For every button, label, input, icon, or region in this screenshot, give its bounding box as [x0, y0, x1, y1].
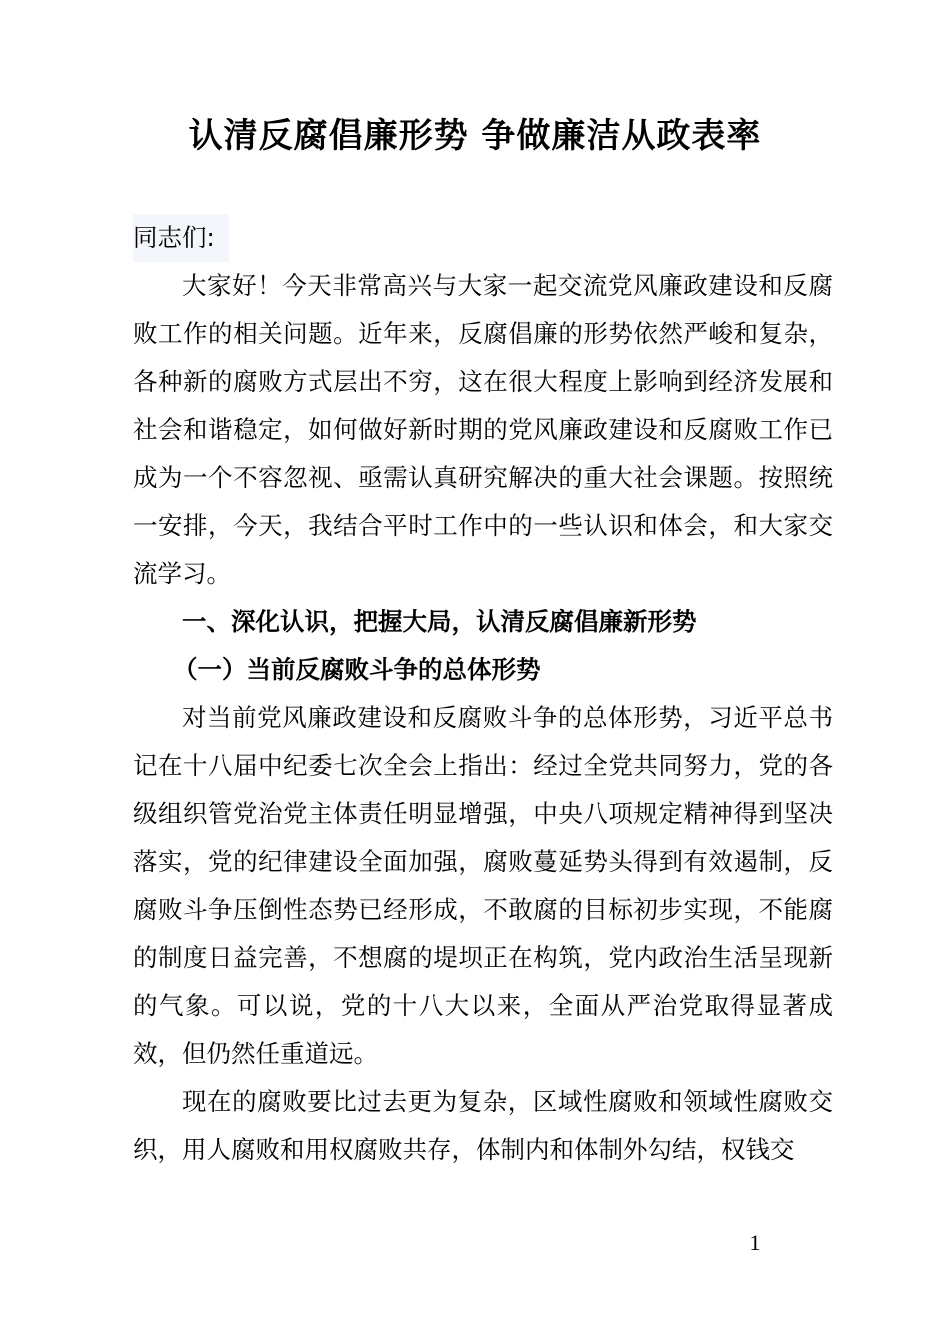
section-heading-1: 一、深化认识，把握大局，认清反腐倡廉新形势 — [182, 607, 697, 636]
paragraph-current-corruption: 现在的腐败要比过去更为复杂，区域性腐败和领域性腐败交织，用人腐败和用权腐败共存，体制内和体制外勾结，权钱交 — [133, 1087, 833, 1164]
document-title: 认清反腐倡廉形势 争做廉洁从政表率 — [188, 116, 762, 156]
salutation: 同志们: — [133, 214, 229, 262]
salutation-line — [133, 214, 833, 262]
paragraph-intro: 大家好！今天非常高兴与大家一起交流党风廉政建设和反腐败工作的相关问题。近年来，反腐倡廉的形势依然严峻和复杂，各种新的腐败方式层出不穷，这在很大程度上影响到经济发展和社会和谐稳定，如何做好新时期的党风廉政建设和反腐败工作已成为一个不容忽视、亟需认真研究解决的重大社会课题。按照统一安排，今天，我结合平时工作中的一些认识和体会，和大家交流学习。 — [133, 271, 833, 588]
page-number: 1 — [749, 1230, 761, 1255]
paragraph-overall-situation: 对当前党风廉政建设和反腐败斗争的总体形势，习近平总书记在十八届中纪委七次全会上指出：经过全党共同努力，党的各级组织管党治党主体责任明显增强，中央八项规定精神得到坚决落实，党的纪律建设全面加强，腐败蔓延势头得到有效遏制，反腐败斗争压倒性态势已经形成，不敢腐的目标初步实现，不能腐的制度日益完善，不想腐的堤坝正在构筑，党内政治生活呈现新的气象。可以说，党的十八大以来，全面从严治党取得显著成效，但仍然任重道远。 — [133, 703, 833, 1068]
document-body — [133, 214, 833, 1174]
subsection-heading-1: （一）当前反腐败斗争的总体形势 — [173, 655, 541, 684]
